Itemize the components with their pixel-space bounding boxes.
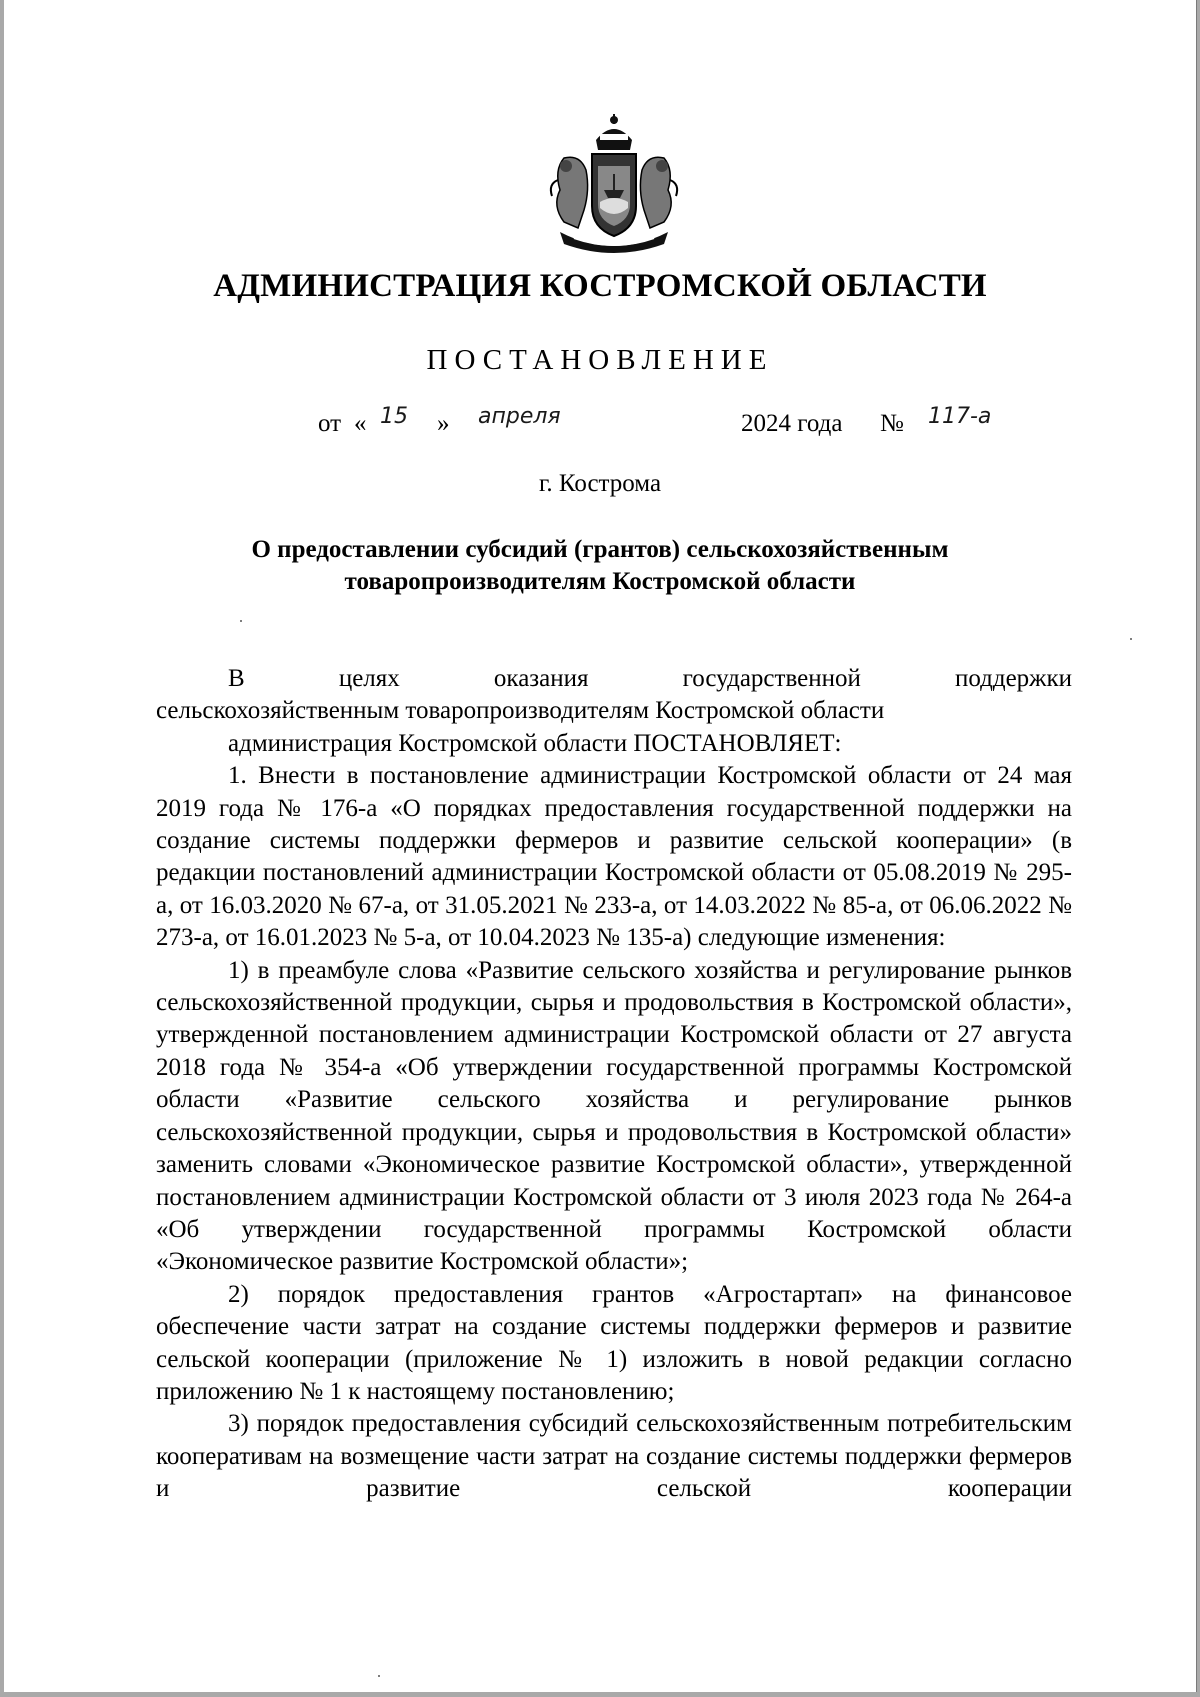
date-year: 2024 года	[741, 410, 843, 437]
decree-line: администрация Костромской области ПОСТАНОВЛЯЕТ:	[228, 729, 842, 757]
intro-word: В	[228, 665, 245, 692]
scan-speck	[1130, 638, 1132, 640]
item-1: 1. Внести в постановление администрации Костромской области от 24 мая 2019 года № 176-а «О порядках предоставления государственной поддержки на создание системы поддержки фермеров и развитие сельской кооперации» (в редакции постановлений администрации Костромской области от 05.08.2019 № 295-а, от 16.03.2020 № 67-а, от 31.05.2021 № 233-а, от 14.03.2022 № 85-а, от 06.06.2022 № 273-а, от 16.01.2023 № 5-а, от 10.04.2023 № 135-а) следующие изменения:	[156, 762, 1072, 952]
heading-line-2: товаропроизводителям Костромской области	[344, 568, 856, 595]
date-month-handwritten: апреля	[478, 404, 561, 429]
intro-second-line: сельскохозяйственным товаропроизводителям Костромской области	[156, 697, 885, 725]
document-type: ПОСТАНОВЛЕНИЕ	[426, 344, 774, 376]
date-number-row	[4, 402, 1196, 442]
subitem-1: 1) в преамбуле слова «Развитие сельского хозяйства и регулирование рынков сельскохозяйственной продукции, сырья и продовольствия в Костромской области», утвержденной постановлением администрации Костромской области от 27 августа 2018 года № 354-а «Об утверждении государственной программы Костромской области «Развитие сельского хозяйства и регулирование рынков сельскохозяйственной продукции, сырья и продовольствия в Костромской области» заменить словами «Экономическое развитие Костромской области», утвержденной постановлением администрации Костромской области от 3 июля 2023 года № 264-а «Об утверждении государственной программы Костромской области «Экономическое развитие Костромской области»;	[156, 956, 1072, 1276]
intro-word: государственной	[682, 665, 861, 692]
heading-line-1: О предоставлении субсидий (грантов) сельскохозяйственным	[251, 536, 949, 563]
date-close-quote: »	[437, 410, 450, 437]
date-day-handwritten: 15	[380, 404, 408, 429]
intro-word: поддержки	[954, 665, 1072, 692]
document-number-handwritten: 117-а	[928, 404, 992, 429]
intro-first-line	[156, 663, 1072, 695]
coat-of-arms-emblem	[534, 110, 694, 260]
date-open-quote: «	[354, 410, 367, 437]
scan-speck	[378, 1675, 380, 1677]
document-page	[4, 0, 1197, 1692]
organization-title: АДМИНИСТРАЦИЯ КОСТРОМСКОЙ ОБЛАСТИ	[213, 268, 987, 304]
city: г. Кострома	[538, 470, 662, 497]
subitem-2: 2) порядок предоставления грантов «Агростартап» на финансовое обеспечение части затрат на создание системы поддержки фермеров и развитие сельской кооперации (приложение № 1) изложить в новой редакции согласно приложению № 1 к настоящему постановлению;	[156, 1280, 1072, 1405]
date-prefix: от	[318, 410, 342, 437]
scan-speck	[240, 620, 242, 622]
subitem-3: 3) порядок предоставления субсидий сельскохозяйственным потребительским кооперативам на возмещение части затрат на создание системы поддержки фермеров и развитие сельской кооперации	[156, 1410, 1072, 1503]
intro-word: оказания	[493, 665, 589, 692]
document-body	[156, 663, 1072, 1506]
number-sign: №	[880, 410, 904, 437]
intro-word: целях	[338, 665, 400, 692]
document-heading	[4, 534, 1196, 598]
